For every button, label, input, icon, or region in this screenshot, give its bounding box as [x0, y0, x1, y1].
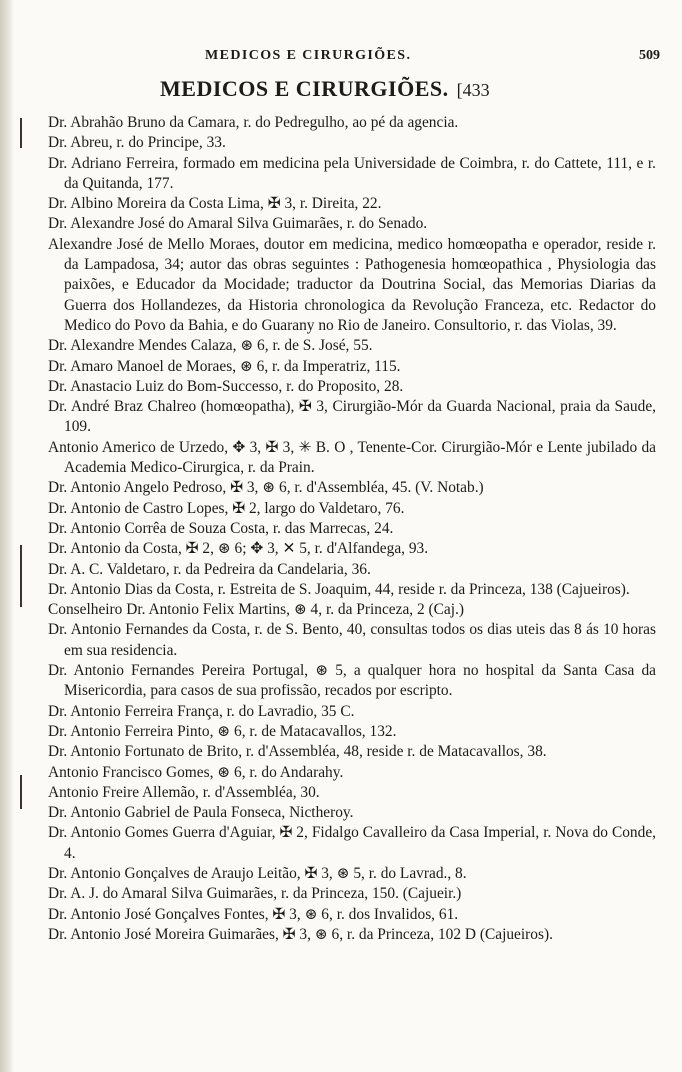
- section-reference: [433: [456, 80, 490, 100]
- directory-entry: Dr. Antonio Gabriel de Paula Fonseca, Nictheroy.: [48, 804, 354, 822]
- page-number: 509: [639, 48, 660, 63]
- directory-entry: Dr. A. J. do Amaral Silva Guimarães, r. da Princeza, 150. (Cajueir.): [48, 885, 462, 903]
- directory-entry: Dr. André Braz Chalreo (homœopatha), ✠ 3, Cirurgião-Mór da Guarda Nacional, praia da Saude, 109.: [48, 398, 656, 436]
- directory-entry: Dr. Abreu, r. do Principe, 33.: [48, 134, 226, 152]
- section-heading: [160, 76, 580, 106]
- directory-entry: Dr. Antonio Angelo Pedroso, ✠ 3, ⊛ 6, r. d'Assembléa, 45. (V. Notab.): [48, 479, 484, 497]
- section-title: MEDICOS E CIRURGIÕES.: [160, 76, 449, 101]
- directory-entry: Dr. Antonio José Gonçalves Fontes, ✠ 3, ⊛ 6, r. dos Invalidos, 61.: [48, 905, 459, 923]
- margin-mark: [20, 545, 22, 607]
- directory-entry: Dr. Albino Moreira da Costa Lima, ✠ 3, r. Direita, 22.: [48, 195, 382, 213]
- directory-entry: Dr. Anastacio Luiz do Bom-Successo, r. do Proposito, 28.: [48, 377, 404, 395]
- directory-entries: [48, 113, 656, 945]
- page-edge-shadow: [0, 0, 14, 1072]
- margin-mark: [20, 775, 22, 809]
- directory-entry: Dr. Antonio Ferreira França, r. do Lavradio, 35 C.: [48, 702, 355, 720]
- directory-entry: Dr. Antonio Gomes Guerra d'Aguiar, ✠ 2, Fidalgo Cavalleiro da Casa Imperial, r. Nova do Conde, 4.: [48, 824, 656, 862]
- margin-mark: [20, 118, 22, 148]
- directory-entry: Dr. Antonio Fernandes Pereira Portugal, ⊛ 5, a qualquer hora no hospital da Santa Casa da Misericordia, para casos de sua profissão, recados por escripto.: [48, 662, 656, 700]
- directory-entry: Dr. Antonio de Castro Lopes, ✠ 2, largo do Valdetaro, 76.: [48, 499, 405, 517]
- directory-entry: Dr. Alexandre José do Amaral Silva Guimarães, r. do Senado.: [48, 215, 428, 233]
- running-header-title: MEDICOS E CIRURGIÕES.: [205, 48, 412, 63]
- directory-entry: Dr. Antonio Gonçalves de Araujo Leitão, ✠ 3, ⊛ 5, r. do Lavrad., 8.: [48, 864, 467, 882]
- directory-entry: Antonio Francisco Gomes, ⊛ 6, r. do Andarahy.: [48, 763, 344, 781]
- directory-entry: Dr. Antonio Corrêa de Souza Costa, r. das Marrecas, 24.: [48, 519, 394, 537]
- directory-entry: Conselheiro Dr. Antonio Felix Martins, ⊛ 4, r. da Princeza, 2 (Caj.): [48, 601, 464, 619]
- directory-entry: Dr. Antonio Fernandes da Costa, r. de S. Bento, 40, consultas todos os dias uteis das 8 ás 10 horas em sua residencia.: [48, 621, 656, 659]
- directory-entry: Alexandre José de Mello Moraes, doutor em medicina, medico homœopatha e operador, reside r. da Lampadosa, 34; autor das obras seguintes : Pathogenesia homœopathica , Physiologia das paixões, e Educador da Mocidade; traductor da Doutrina Social, das Memorias Diarias da Guerra dos Hollandezes, da Historia chronologica da Revolução Franceza, etc. Redactor do Medico do Povo da Bahia, e do Guarany no Rio de Janeiro. Consultorio, r. das Violas, 39.: [48, 235, 656, 334]
- directory-entry: Antonio Americo de Urzedo, ✥ 3, ✠ 3, ✳ B. O , Tenente-Cor. Cirurgião-Mór e Lente jubilado da Academia Medico-Cirurgica, r. da Prain.: [48, 438, 656, 477]
- directory-entry: Dr. Amaro Manoel de Moraes, ⊛ 6, r. da Imperatriz, 115.: [48, 357, 401, 375]
- directory-entry: Dr. Antonio José Moreira Guimarães, ✠ 3, ⊛ 6, r. da Princeza, 102 D (Cajueiros).: [48, 925, 553, 943]
- directory-entry: Antonio Freire Allemão, r. d'Assembléa, 30.: [48, 783, 320, 801]
- directory-entry: Dr. Antonio Dias da Costa, r. Estreita de S. Joaquim, 44, reside r. da Princeza, 138 (Cajueiros).: [48, 580, 630, 598]
- directory-entry: Dr. A. C. Valdetaro, r. da Pedreira da Candelaria, 36.: [48, 560, 371, 578]
- directory-entry: Dr. Antonio Ferreira Pinto, ⊛ 6, r. de Matacavallos, 132.: [48, 722, 397, 740]
- directory-entry: Dr. Alexandre Mendes Calaza, ⊛ 6, r. de S. José, 55.: [48, 337, 373, 355]
- directory-entry: Dr. Abrahão Bruno da Camara, r. do Pedregulho, ao pé da agencia.: [48, 114, 459, 131]
- running-header: [30, 48, 660, 68]
- directory-entry: Dr. Antonio Fortunato de Brito, r. d'Assembléa, 48, reside r. de Matacavallos, 38.: [48, 743, 547, 761]
- directory-entry: Dr. Adriano Ferreira, formado em medicina pela Universidade de Coimbra, r. do Cattete, 111, e r. da Quitanda, 177.: [48, 154, 656, 192]
- directory-entry: Dr. Antonio da Costa, ✠ 2, ⊛ 6; ✥ 3, ✕ 5, r. d'Alfandega, 93.: [48, 540, 429, 558]
